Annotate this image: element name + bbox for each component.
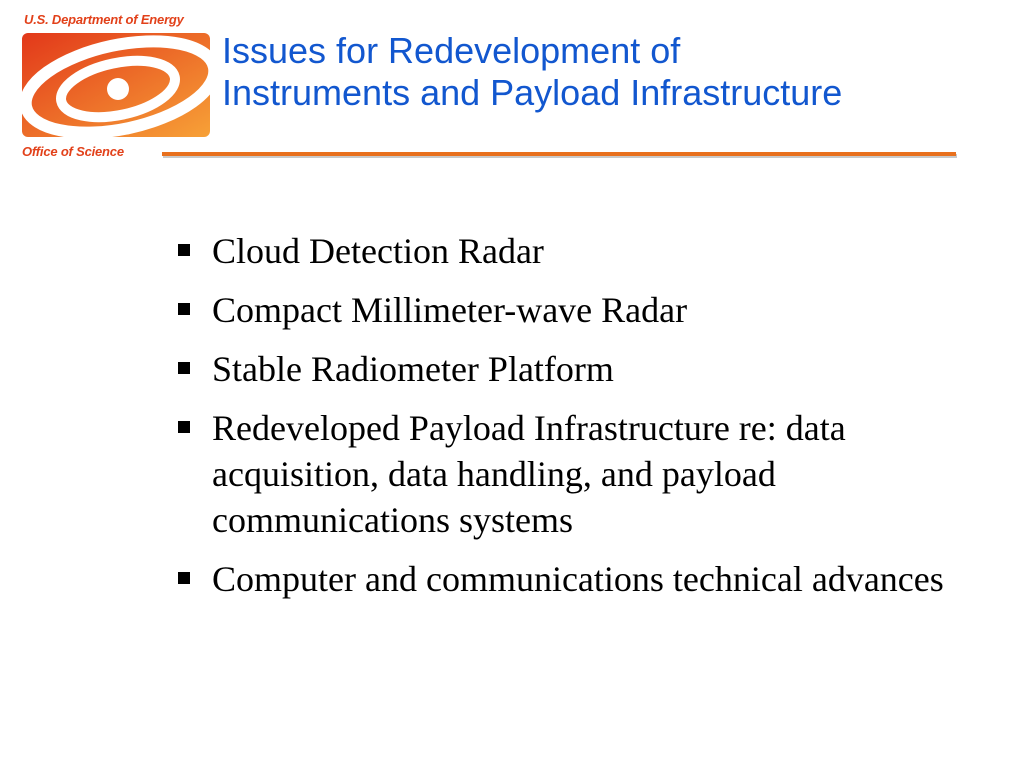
square-bullet-icon (178, 421, 190, 433)
bullet-text: Stable Radiometer Platform (212, 349, 614, 389)
office-of-science-label: Office of Science (22, 144, 124, 159)
slide-title-line-2: Instruments and Payload Infrastructure (222, 72, 843, 113)
bullet-list (176, 228, 966, 615)
square-bullet-icon (178, 244, 190, 256)
bullet-text: Compact Millimeter-wave Radar (212, 290, 688, 330)
bullet-item (176, 228, 966, 274)
slide-title-line-1: Issues for Redevelopment of (222, 30, 681, 71)
doe-logo-icon (22, 33, 210, 137)
square-bullet-icon (178, 303, 190, 315)
square-bullet-icon (178, 572, 190, 584)
slide-title (222, 30, 1012, 114)
bullet-text: Redeveloped Payload Infrastructure re: data acquisition, data handling, and payload communications systems (212, 408, 846, 540)
doe-logo (22, 33, 210, 137)
bullet-item (176, 346, 966, 392)
doe-agency-label: U.S. Department of Energy (24, 12, 184, 27)
bullet-item (176, 556, 966, 602)
title-rule (162, 152, 956, 156)
bullet-item (176, 405, 966, 543)
bullet-text: Computer and communications technical advances (212, 559, 944, 599)
bullet-item (176, 287, 966, 333)
bullet-text: Cloud Detection Radar (212, 231, 544, 271)
square-bullet-icon (178, 362, 190, 374)
